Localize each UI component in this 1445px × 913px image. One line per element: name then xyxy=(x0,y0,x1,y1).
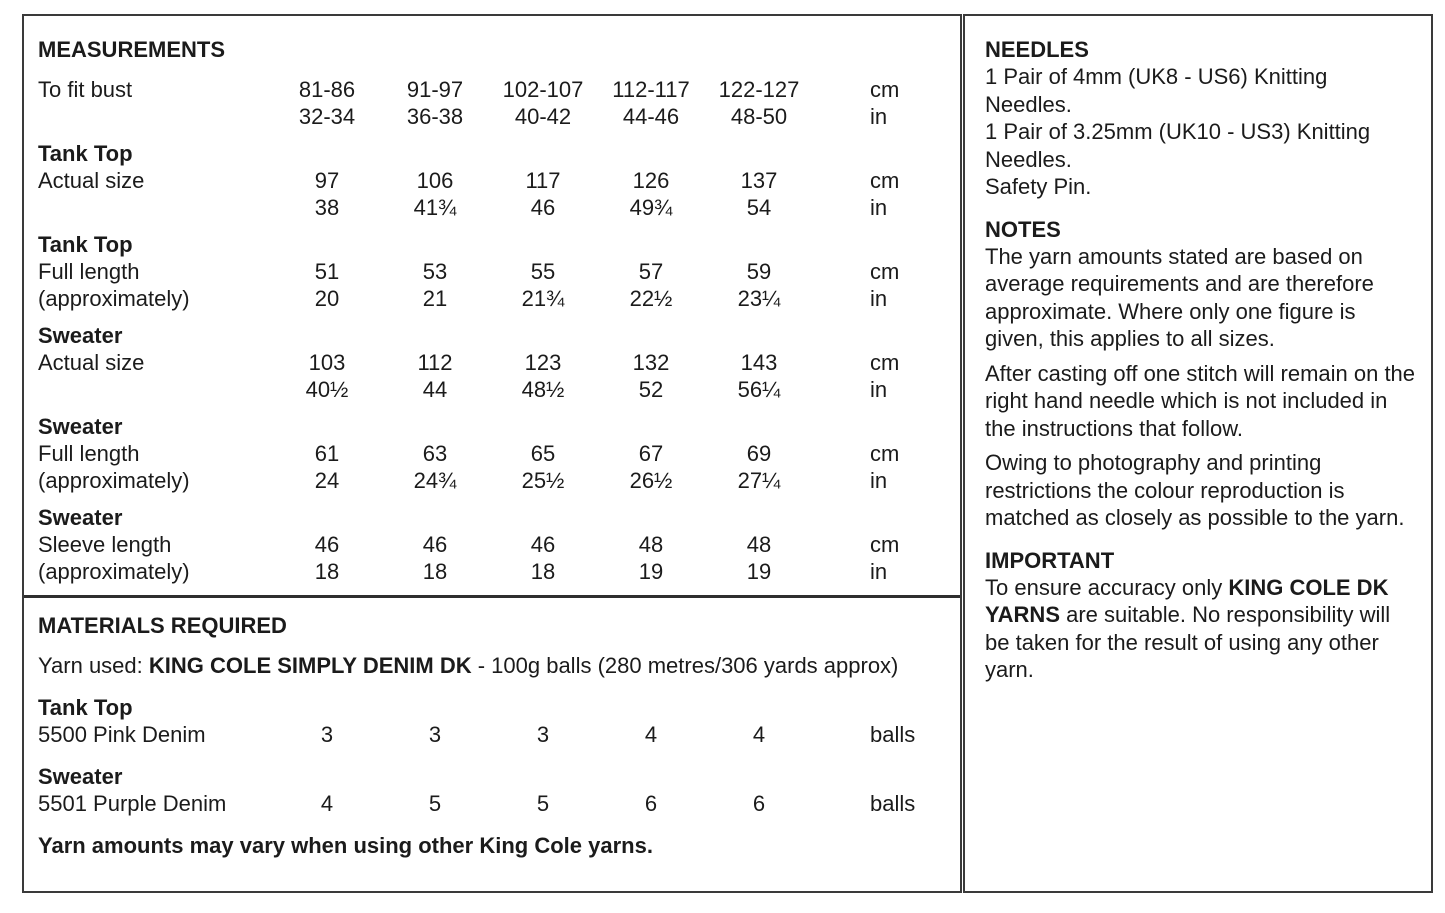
cm-row xyxy=(38,76,946,103)
size-in-value: 40½ xyxy=(305,377,349,402)
important-section xyxy=(985,547,1417,684)
yarn-shade-label: 5501 Purple Denim xyxy=(38,791,227,816)
size-cm-value: 57 xyxy=(638,259,664,284)
in-row xyxy=(38,376,946,403)
row-label xyxy=(38,194,273,221)
measurement-group-to-fit-bust xyxy=(38,76,946,130)
row-label: Actual size xyxy=(38,350,145,375)
needles-heading: NEEDLES xyxy=(985,37,1089,62)
row-label: Full length xyxy=(38,259,140,284)
size-in-value: 44-46 xyxy=(622,104,680,129)
group-label: Sweater xyxy=(38,764,123,789)
yarn-used-line xyxy=(38,652,946,679)
size-in-value: 18 xyxy=(314,559,340,584)
size-cm-value: 46 xyxy=(314,532,340,557)
balls-value: 4 xyxy=(752,722,766,747)
row-label xyxy=(38,376,273,403)
measurement-group-sweater-full-length xyxy=(38,413,946,494)
important-paragraph xyxy=(985,574,1417,684)
size-in-value: 19 xyxy=(746,559,772,584)
size-in-value: 18 xyxy=(422,559,448,584)
size-cm-value: 53 xyxy=(422,259,448,284)
size-cm-value: 61 xyxy=(314,441,340,466)
size-cm-value: 137 xyxy=(740,168,778,193)
size-cm-value: 46 xyxy=(422,532,448,557)
materials-group-tank-top xyxy=(38,694,946,748)
size-in-value: 46 xyxy=(530,195,556,220)
size-in-value: 20 xyxy=(314,286,340,311)
size-cm-value: 51 xyxy=(314,259,340,284)
needles-notes-panel xyxy=(963,14,1433,893)
row-label: (approximately) xyxy=(38,286,190,311)
size-in-value: 41¾ xyxy=(413,195,457,220)
unit-cm: cm xyxy=(870,168,900,193)
notes-heading: NOTES xyxy=(985,216,1061,242)
size-cm-value: 126 xyxy=(632,168,670,193)
size-cm-value: 106 xyxy=(416,168,454,193)
size-in-value: 56¼ xyxy=(737,377,781,402)
balls-value: 4 xyxy=(320,791,334,816)
unit-cm: cm xyxy=(870,77,900,102)
size-in-value: 32-34 xyxy=(298,104,356,129)
in-row xyxy=(38,103,946,130)
unit-in: in xyxy=(870,104,888,129)
important-yarn-name: KING COLE DK YARNS xyxy=(985,574,1389,627)
balls-value: 4 xyxy=(644,722,658,747)
measurements-section xyxy=(24,16,960,598)
group-label: Sweater xyxy=(38,414,123,439)
size-in-value: 36-38 xyxy=(406,104,464,129)
size-in-value: 54 xyxy=(746,195,772,220)
notes-section xyxy=(985,216,1417,532)
materials-heading: MATERIALS REQUIRED xyxy=(38,613,287,638)
size-cm-value: 143 xyxy=(740,350,778,375)
cm-row xyxy=(38,349,946,376)
row-label xyxy=(38,103,273,130)
unit-cm: cm xyxy=(870,532,900,557)
size-in-value: 38 xyxy=(314,195,340,220)
size-cm-value: 132 xyxy=(632,350,670,375)
size-cm-value: 117 xyxy=(525,168,561,193)
balls-value: 6 xyxy=(644,791,658,816)
size-cm-value: 122-127 xyxy=(718,77,800,102)
row-label: Actual size xyxy=(38,168,145,193)
needles-item: 1 Pair of 4mm (UK8 - US6) Knitting Needles. xyxy=(985,64,1328,117)
size-in-value: 24 xyxy=(314,468,340,493)
row-label: Sleeve length xyxy=(38,532,172,557)
size-in-value: 49¾ xyxy=(629,195,673,220)
size-cm-value: 65 xyxy=(530,441,556,466)
size-cm-value: 59 xyxy=(746,259,772,284)
measurements-materials-panel xyxy=(22,14,962,893)
unit-in: in xyxy=(870,377,888,402)
unit-in: in xyxy=(870,195,888,220)
size-in-value: 25½ xyxy=(521,468,565,493)
unit-in: in xyxy=(870,286,888,311)
balls-value: 5 xyxy=(536,791,550,816)
needles-item: 1 Pair of 3.25mm (UK10 - US3) Knitting Needles. xyxy=(985,119,1371,172)
size-in-value: 26½ xyxy=(629,468,673,493)
unit-balls: balls xyxy=(870,791,916,816)
materials-section xyxy=(24,598,960,859)
size-in-value: 52 xyxy=(638,377,664,402)
yarn-quantity-row xyxy=(38,790,946,817)
size-cm-value: 69 xyxy=(746,441,772,466)
notes-paragraph: The yarn amounts stated are based on average requirements and are therefore approximate. Where only one figure is given, this applies to all sizes. xyxy=(985,243,1374,351)
size-cm-value: 48 xyxy=(638,532,664,557)
size-cm-value: 102-107 xyxy=(502,77,584,102)
size-in-value: 21¾ xyxy=(521,286,565,311)
size-cm-value: 63 xyxy=(422,441,448,466)
measurement-group-tank-top-actual-size xyxy=(38,140,946,221)
yarn-quantity-row xyxy=(38,721,946,748)
size-in-value: 22½ xyxy=(629,286,673,311)
size-in-value: 27¼ xyxy=(737,468,781,493)
unit-in: in xyxy=(870,468,888,493)
in-row xyxy=(38,558,946,585)
size-cm-value: 46 xyxy=(530,532,556,557)
size-in-value: 40-42 xyxy=(514,104,572,129)
cm-row xyxy=(38,531,946,558)
row-label: Full length xyxy=(38,441,140,466)
size-cm-value: 123 xyxy=(524,350,562,375)
row-label: To fit bust xyxy=(38,77,133,102)
size-cm-value: 81-86 xyxy=(298,77,356,102)
group-label-row xyxy=(38,763,946,790)
balls-value: 3 xyxy=(536,722,550,747)
important-text: To ensure accuracy only xyxy=(985,574,1229,600)
yarn-used-suffix: - 100g balls (280 metres/306 yards approx) xyxy=(471,653,899,678)
size-cm-value: 103 xyxy=(308,350,346,375)
group-label-row xyxy=(38,322,946,349)
needles-section xyxy=(985,36,1417,201)
group-label: Tank Top xyxy=(38,141,133,166)
group-label-row xyxy=(38,694,946,721)
balls-value: 3 xyxy=(320,722,334,747)
size-in-value: 23¼ xyxy=(737,286,781,311)
balls-value: 6 xyxy=(752,791,766,816)
group-label-row xyxy=(38,140,946,167)
yarn-footnote: Yarn amounts may vary when using other King Cole yarns. xyxy=(38,833,653,858)
in-row xyxy=(38,467,946,494)
size-cm-value: 112 xyxy=(417,350,453,375)
cm-row xyxy=(38,258,946,285)
important-text: are suitable. No responsibility will be taken for the result of using any other yarn. xyxy=(985,602,1391,682)
size-in-value: 48-50 xyxy=(730,104,788,129)
size-in-value: 21 xyxy=(422,286,448,311)
size-cm-value: 48 xyxy=(746,532,772,557)
measurement-group-sweater-actual-size xyxy=(38,322,946,403)
cm-row xyxy=(38,167,946,194)
yarn-name: KING COLE SIMPLY DENIM DK xyxy=(148,653,472,678)
in-row xyxy=(38,285,946,312)
group-label: Tank Top xyxy=(38,695,133,720)
size-cm-value: 97 xyxy=(314,168,340,193)
cm-row xyxy=(38,440,946,467)
size-cm-value: 112-117 xyxy=(612,77,690,102)
size-in-value: 19 xyxy=(638,559,664,584)
in-row xyxy=(38,194,946,221)
group-label: Sweater xyxy=(38,505,123,530)
needles-item: Safety Pin. xyxy=(985,174,1092,199)
unit-cm: cm xyxy=(870,350,900,375)
size-cm-value: 67 xyxy=(638,441,664,466)
group-label-row xyxy=(38,231,946,258)
important-heading: IMPORTANT xyxy=(985,547,1115,573)
notes-paragraph: After casting off one stitch will remain on the right hand needle which is not included in the instructions that follow. xyxy=(985,360,1416,441)
balls-value: 3 xyxy=(428,722,442,747)
size-cm-value: 91-97 xyxy=(406,77,464,102)
materials-group-sweater xyxy=(38,763,946,817)
measurement-group-tank-top-full-length xyxy=(38,231,946,312)
measurement-group-sweater-sleeve-length xyxy=(38,504,946,585)
size-in-value: 18 xyxy=(530,559,556,584)
size-in-value: 24¾ xyxy=(413,468,457,493)
size-cm-value: 55 xyxy=(530,259,556,284)
yarn-shade-label: 5500 Pink Denim xyxy=(38,722,206,747)
row-label: (approximately) xyxy=(38,559,190,584)
yarn-used-prefix: Yarn used: xyxy=(38,653,149,678)
unit-cm: cm xyxy=(870,259,900,284)
group-label-row xyxy=(38,413,946,440)
row-label: (approximately) xyxy=(38,468,190,493)
unit-balls: balls xyxy=(870,722,916,747)
unit-in: in xyxy=(870,559,888,584)
size-in-value: 44 xyxy=(422,377,448,402)
size-in-value: 48½ xyxy=(521,377,565,402)
unit-cm: cm xyxy=(870,441,900,466)
notes-paragraph: Owing to photography and printing restrictions the colour reproduction is matched as closely as possible to the yarn. xyxy=(985,450,1405,530)
group-label-row xyxy=(38,504,946,531)
balls-value: 5 xyxy=(428,791,442,816)
group-label: Tank Top xyxy=(38,232,133,257)
measurements-heading: MEASUREMENTS xyxy=(38,37,226,62)
group-label: Sweater xyxy=(38,323,123,348)
